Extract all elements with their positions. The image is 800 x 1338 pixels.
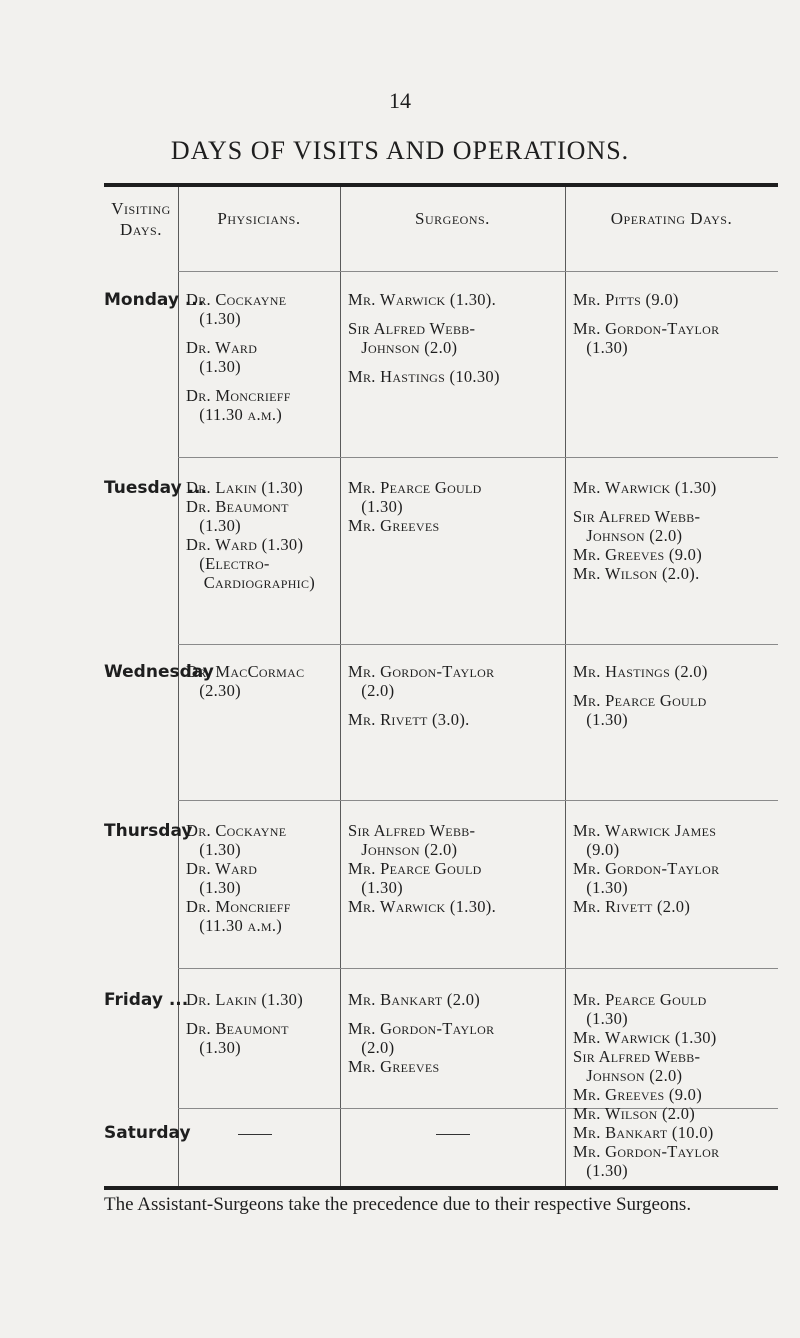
schedule-entry: (1.30) (573, 1161, 628, 1180)
schedule-entry (348, 357, 500, 367)
schedule-entry: Mr. Wilson (2.0) (573, 1104, 696, 1123)
schedule-entry: Dr. Beaumont (186, 1019, 289, 1038)
schedule-entry (186, 1009, 303, 1019)
empty-cell-dash (436, 1134, 470, 1135)
schedule-entry: (1.30) (186, 878, 241, 897)
header-physicians: Physicians. (217, 209, 301, 228)
physicians-cell (186, 990, 303, 1057)
schedule-entry: Sir Alfred Webb- (573, 507, 701, 526)
schedule-entry: Mr. Pearce Gould (348, 859, 482, 878)
schedule-entry: (1.30) (186, 357, 241, 376)
schedule-entry: Mr. Pitts (9.0) (573, 290, 679, 309)
header-surgeons: Surgeons. (415, 209, 490, 228)
schedule-entry (348, 1009, 494, 1019)
schedule-entry: Johnson (2.0) (348, 840, 458, 859)
operating-cell (573, 662, 708, 729)
operating-cell (573, 821, 719, 916)
schedule-entry: Mr. Warwick (1.30) (573, 478, 717, 497)
schedule-entry: (Electro- (186, 554, 270, 573)
schedule-entry: Sir Alfred Webb- (348, 821, 476, 840)
operating-cell (573, 1123, 719, 1180)
schedule-entry: (1.30) (186, 516, 241, 535)
schedule-entry: Dr. Ward (186, 859, 258, 878)
header-operating-days: Operating Days. (610, 209, 733, 228)
empty-cell-dash (238, 1134, 272, 1135)
row-divider (178, 457, 778, 458)
schedule-entry: (1.30) (573, 338, 628, 357)
schedule-entry: (11.30 a.m.) (186, 405, 283, 424)
schedule-entry: (1.30) (186, 309, 241, 328)
physicians-cell (186, 478, 315, 592)
schedule-entry: (11.30 a.m.) (186, 916, 283, 935)
schedule-entry: Mr. Greeves (9.0) (573, 545, 703, 564)
header-visiting-days: Visiting Days. (111, 199, 171, 239)
surgeons-cell (348, 990, 494, 1076)
day-label: Saturday (104, 1123, 191, 1143)
schedule-entry: Mr. Greeves (348, 516, 440, 535)
schedule-entry: Dr. Lakin (1.30) (186, 478, 304, 497)
schedule-entry: Dr. Cockayne (186, 821, 287, 840)
schedule-entry: Mr. Gordon-Taylor (573, 319, 720, 338)
surgeons-cell (348, 478, 482, 535)
day-label: Monday ... (104, 290, 205, 310)
schedule-entry: (1.30) (186, 1038, 241, 1057)
header-divider (178, 271, 778, 272)
row-divider (178, 644, 778, 645)
page-number: 14 (389, 88, 411, 113)
physicians-cell (186, 662, 304, 700)
surgeons-cell (348, 662, 494, 729)
schedule-entry: Mr. Gordon-Taylor (573, 859, 720, 878)
column-divider (340, 187, 341, 1186)
schedule-entry: Mr. Bankart (10.0) (573, 1123, 714, 1142)
operating-cell (573, 290, 719, 357)
schedule-entry: Johnson (2.0) (573, 526, 683, 545)
table-bottom-rule (104, 1186, 778, 1190)
schedule-entry: Johnson (2.0) (348, 338, 458, 357)
schedule-entry: (1.30) (348, 878, 403, 897)
schedule-entry: Dr. Beaumont (186, 497, 289, 516)
schedule-entry: Dr. Lakin (1.30) (186, 990, 304, 1009)
schedule-entry: (1.30) (348, 497, 403, 516)
surgeons-cell (348, 821, 496, 916)
schedule-entry: Mr. Hastings (10.30) (348, 367, 500, 386)
schedule-entry: Mr. Warwick (1.30). (348, 897, 497, 916)
physicians-cell (186, 821, 291, 935)
operating-cell (573, 478, 717, 583)
schedule-entry: Dr. Ward (1.30) (186, 535, 304, 554)
schedule-entry: Mr. Gordon-Taylor (348, 1019, 495, 1038)
schedule-entry: Mr. Warwick (1.30). (348, 290, 497, 309)
schedule-entry (348, 309, 500, 319)
day-label: Tuesday ... (104, 478, 207, 498)
schedule-entry (573, 309, 719, 319)
schedule-entry: (2.30) (186, 681, 241, 700)
row-divider (178, 800, 778, 801)
schedule-entry: Mr. Wilson (2.0). (573, 564, 700, 583)
schedule-entry: (1.30) (573, 710, 628, 729)
schedule-entry: Dr. MacCormac (186, 662, 305, 681)
schedule-entry: Mr. Pearce Gould (573, 691, 707, 710)
schedule-entry: Dr. Moncrieff (186, 386, 291, 405)
page-title: DAYS OF VISITS AND OPERATIONS. (170, 136, 630, 165)
schedule-entry (573, 681, 708, 691)
schedule-entry: (1.30) (573, 1009, 628, 1028)
schedule-entry: Mr. Rivett (3.0). (348, 710, 470, 729)
schedule-entry: Mr. Rivett (2.0) (573, 897, 691, 916)
row-divider (178, 968, 778, 969)
day-label: Friday ... (104, 990, 189, 1010)
schedule-entry: Mr. Gordon-Taylor (348, 662, 495, 681)
schedule-entry: (9.0) (573, 840, 620, 859)
footer-note: The Assistant-Surgeons take the precedence due to their respective Surgeons. (104, 1194, 692, 1215)
column-divider (178, 187, 179, 1186)
schedule-entry: Johnson (2.0) (573, 1066, 683, 1085)
day-label: Thursday (104, 821, 193, 841)
schedule-entry (348, 700, 494, 710)
schedule-entry (186, 328, 291, 338)
schedule-entry: Dr. Ward (186, 338, 258, 357)
schedule-entry: Dr. Moncrieff (186, 897, 291, 916)
physicians-cell (186, 290, 291, 424)
schedule-entry: (2.0) (348, 681, 395, 700)
schedule-entry: (2.0) (348, 1038, 395, 1057)
schedule-entry: Mr. Greeves (9.0) (573, 1085, 703, 1104)
schedule-entry: Cardiographic) (186, 573, 316, 592)
schedule-entry (573, 497, 717, 507)
schedule-entry: Mr. Bankart (2.0) (348, 990, 481, 1009)
schedule-entry: Sir Alfred Webb- (573, 1047, 701, 1066)
schedule-entry: Mr. Warwick (1.30) (573, 1028, 717, 1047)
schedule-entry: Dr. Cockayne (186, 290, 287, 309)
schedule-entry: Mr. Pearce Gould (348, 478, 482, 497)
schedule-entry: (1.30) (186, 840, 241, 859)
schedule-entry: Sir Alfred Webb- (348, 319, 476, 338)
schedule-entry (186, 376, 291, 386)
schedule-entry: Mr. Greeves (348, 1057, 440, 1076)
table-top-rule (104, 183, 778, 187)
day-label: Wednesday (104, 662, 214, 682)
surgeons-cell (348, 290, 500, 386)
schedule-entry: (1.30) (573, 878, 628, 897)
schedule-entry: Mr. Warwick James (573, 821, 717, 840)
column-divider (565, 187, 566, 1186)
schedule-entry: Mr. Gordon-Taylor (573, 1142, 720, 1161)
schedule-entry: Mr. Pearce Gould (573, 990, 707, 1009)
schedule-entry: Mr. Hastings (2.0) (573, 662, 708, 681)
operating-cell (573, 990, 717, 1123)
